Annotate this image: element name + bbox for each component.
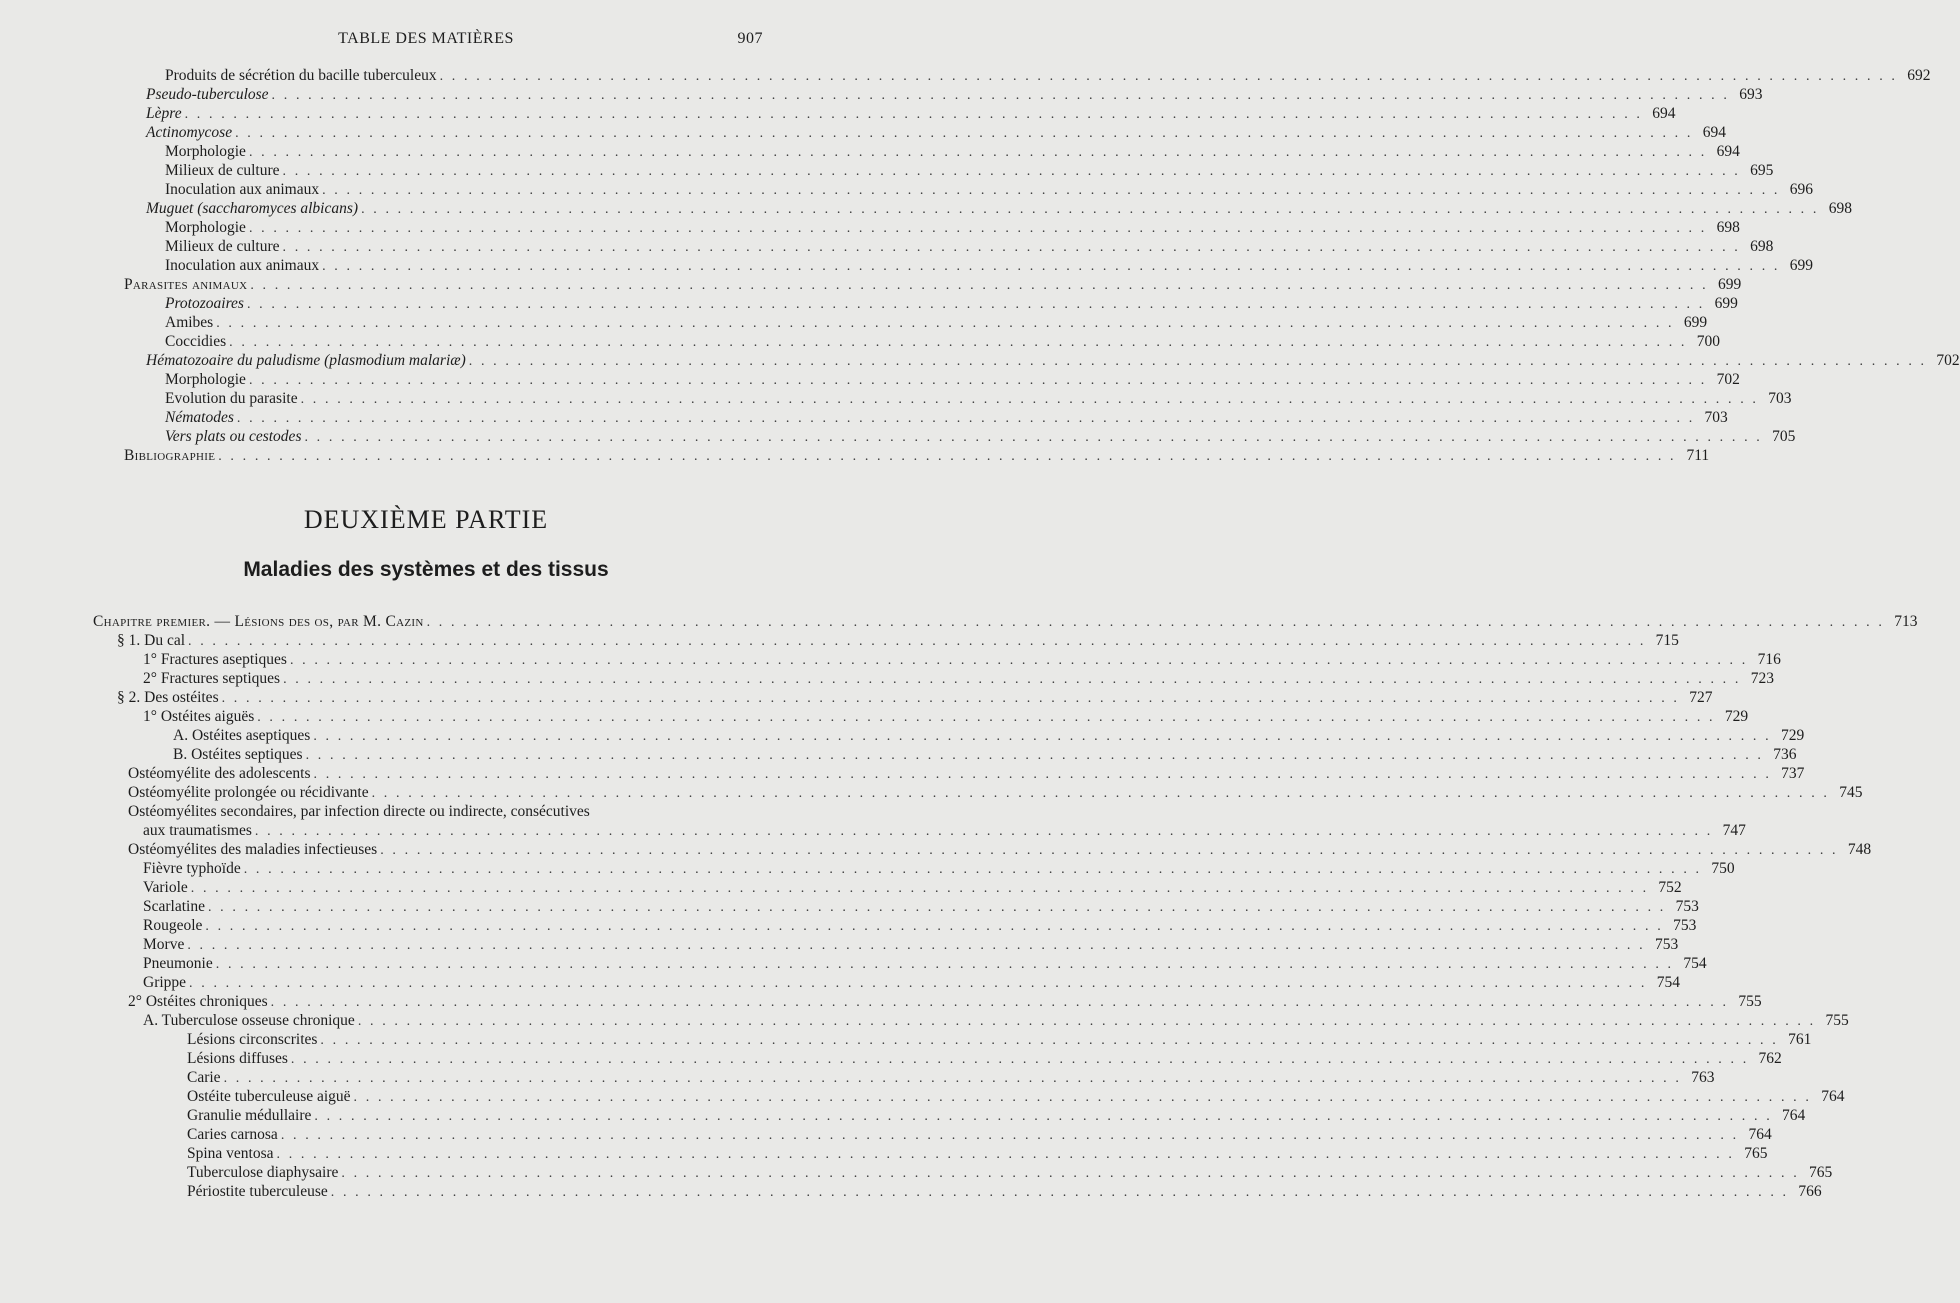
toc-entry-label: Milieux de culture	[165, 238, 280, 255]
toc-entry[interactable]	[117, 688, 1713, 707]
toc-entry-page: 729	[1724, 708, 1749, 725]
toc-entry-label: Milieux de culture	[165, 162, 280, 179]
toc-entry-label: Pseudo-tuberculose	[146, 86, 269, 103]
dot-leader: . . . . . . . . . . . . . . . . . . . . . . . . . . . . . . . . . . . . . . . . . . . . . . . . . . . . . . . . . . . . . . . . . . . . . . . . . . . . . . . . . . . . . . . . . . . . . . . . . . . . . . . . . . . . . . . . . . . . . . . .	[243, 862, 1702, 877]
toc-entry[interactable]	[187, 1182, 1822, 1201]
toc-entry[interactable]	[165, 332, 1721, 351]
toc-entry-label: § 1. Du cal	[117, 632, 186, 649]
dot-leader: . . . . . . . . . . . . . . . . . . . . . . . . . . . . . . . . . . . . . . . . . . . . . . . . . . . . . . . . . . . . . . . . . . . . . . . . . . . . . . . . . . . . . . . . . . . . . . . . . . . . . . . . . . . . . . . . . . . . . . . .	[215, 957, 1674, 972]
toc-entry-label: Ostéomyélite prolongée ou récidivante	[128, 784, 369, 801]
toc-entry[interactable]	[146, 123, 1726, 142]
toc-entry-label: Lésions diffuses	[187, 1050, 288, 1067]
toc-entry-label: Evolution du parasite	[165, 390, 298, 407]
toc-entry-page: 695	[1750, 162, 1774, 179]
toc-entry[interactable]	[165, 408, 1728, 427]
toc-entry-page: 755	[1738, 993, 1762, 1010]
toc-entry-page: 700	[1696, 333, 1721, 350]
toc-entry[interactable]	[165, 370, 1740, 389]
toc-entry-label: 2° Fractures septiques	[143, 670, 281, 687]
toc-entry-page: 703	[1704, 409, 1728, 426]
toc-entry[interactable]	[165, 180, 1813, 199]
toc-entry[interactable]	[143, 935, 1679, 954]
toc-entry-page: 765	[1809, 1164, 1833, 1181]
dot-leader: . . . . . . . . . . . . . . . . . . . . . . . . . . . . . . . . . . . . . . . . . . . . . . . . . . . . . . . . . . . . . . . . . . . . . . . . . . . . . . . . . . . . . . . . . . . . . . . . . . . . . . . . . . . . . . . . . . . . . . . .	[223, 1071, 1682, 1086]
toc-entry-label: Granulie médullaire	[187, 1107, 312, 1124]
toc-entry-label: Variole	[143, 879, 188, 896]
dot-leader: . . . . . . . . . . . . . . . . . . . . . . . . . . . . . . . . . . . . . . . . . . . . . . . . . . . . . . . . . . . . . . . . . . . . . . . . . . . . . . . . . . . . . . . . . . . . . . . . . . . . . . . . . . . . . . . . . . . . . . . .	[189, 976, 1647, 991]
toc-entry-page: 764	[1821, 1088, 1845, 1105]
toc-entry-label: Tuberculose diaphysaire	[187, 1164, 339, 1181]
dot-leader: . . . . . . . . . . . . . . . . . . . . . . . . . . . . . . . . . . . . . . . . . . . . . . . . . . . . . . . . . . . . . . . . . . . . . . . . . . . . . . . . . . . . . . . . . . . . . . . . . . . . . . . . . . . . . . . . . . . . . . . .	[248, 145, 1707, 160]
dot-leader: . . . . . . . . . . . . . . . . . . . . . . . . . . . . . . . . . . . . . . . . . . . . . . . . . . . . . . . . . . . . . . . . . . . . . . . . . . . . . . . . . . . . . . . . . . . . . . . . . . . . . . . . . . . . . . . . . . . . . . . .	[290, 1052, 1749, 1067]
toc-entry-label: 1° Fractures aseptiques	[143, 651, 287, 668]
toc-entry-label: Scarlatine	[143, 898, 205, 915]
toc-entry[interactable]	[165, 161, 1774, 180]
toc-entry-label: Rougeole	[143, 917, 203, 934]
toc-entry[interactable]	[143, 650, 1781, 669]
dot-leader: . . . . . . . . . . . . . . . . . . . . . . . . . . . . . . . . . . . . . . . . . . . . . . . . . . . . . . . . . . . . . . . . . . . . . . . . . . . . . . . . . . . . . . . . . . . . . . . . . . . . . . . . . . . . . . . . . . . . . . . .	[280, 1128, 1739, 1143]
dot-leader: . . . . . . . . . . . . . . . . . . . . . . . . . . . . . . . . . . . . . . . . . . . . . . . . . . . . . . . . . . . . . . . . . . . . . . . . . . . . . . . . . . . . . . . . . . . . . . . . . . . . . . . . . . . . . . . . . . . . . . . .	[205, 919, 1664, 934]
toc-entry[interactable]	[187, 1144, 1768, 1163]
toc-entry-label: A. Tuberculose osseuse chronique	[143, 1012, 355, 1029]
toc-entry[interactable]	[187, 1049, 1782, 1068]
toc-entry-page: 699	[1683, 314, 1708, 331]
toc-entry[interactable]	[187, 1125, 1772, 1144]
toc-entry-label: Périostite tuberculeuse	[187, 1183, 328, 1200]
toc-entry[interactable]	[146, 199, 1852, 218]
toc-entry-label: Morve	[143, 936, 185, 953]
toc-entry[interactable]	[165, 256, 1813, 275]
toc-entry-page: 753	[1675, 898, 1699, 915]
toc-entry[interactable]	[165, 66, 1931, 85]
toc-entry-label: Morphologie	[165, 143, 246, 160]
toc-entry-page: 753	[1673, 917, 1697, 934]
toc-entry-label: B. Ostéites septiques	[173, 746, 303, 763]
toc-entry[interactable]	[165, 313, 1708, 332]
toc-entry[interactable]	[128, 783, 1863, 802]
toc-entry[interactable]	[143, 973, 1680, 992]
toc-entry-label: Ostéomyélites des maladies infectieuses	[128, 841, 378, 858]
toc-entry-page: 696	[1789, 181, 1813, 198]
toc-entry[interactable]	[187, 1068, 1715, 1087]
toc-entry-page: 711	[1686, 447, 1710, 464]
toc-entry-page: 762	[1758, 1050, 1782, 1067]
dot-leader: . . . . . . . . . . . . . . . . . . . . . . . . . . . . . . . . . . . . . . . . . . . . . . . . . . . . . . . . . . . . . . . . . . . . . . . . . . . . . . . . . . . . . . . . . . . . . . . . . . . . . . . . . . . . . . . . . . . . . . . .	[229, 335, 1688, 350]
dot-leader: . . . . . . . . . . . . . . . . . . . . . . . . . . . . . . . . . . . . . . . . . . . . . . . . . . . . . . . . . . . . . . . . . . . . . . . . . . . . . . . . . . . . . . . . . . . . . . . . . . . . . . . . . . . . . . . . . . . . . . . .	[187, 938, 1646, 953]
toc-entry[interactable]	[165, 218, 1740, 237]
toc-entry-page: 713	[1894, 613, 1918, 630]
toc-entry-page: 699	[1717, 276, 1742, 293]
toc-entry-label: Protozoaires	[165, 295, 244, 312]
toc-entry-label: aux traumatismes	[143, 822, 252, 839]
toc-entry[interactable]	[146, 351, 1960, 370]
toc-entry-label: Ostéite tuberculeuse aiguë	[187, 1088, 351, 1105]
dot-leader: . . . . . . . . . . . . . . . . . . . . . . . . . . . . . . . . . . . . . . . . . . . . . . . . . . . . . . . . . . . . . . . . . . . . . . . . . . . . . . . . . . . . . . . . . . . . . . . . . . . . . . . . . . . . . . . . . . . . . . . .	[322, 183, 1780, 198]
toc-entry[interactable]	[173, 726, 1805, 745]
dot-leader: . . . . . . . . . . . . . . . . . . . . . . . . . . . . . . . . . . . . . . . . . . . . . . . . . . . . . . . . . . . . . . . . . . . . . . . . . . . . . . . . . . . . . . . . . . . . . . . . . . . . . . . . . . . . . . . . . . . . . . . .	[221, 691, 1680, 706]
toc-entry-page: 694	[1652, 105, 1676, 122]
toc-entry-label: Coccidies	[165, 333, 227, 350]
toc-entry-label: Morphologie	[165, 219, 246, 236]
toc-entry-page: 755	[1825, 1012, 1849, 1029]
toc-entry[interactable]	[187, 1106, 1806, 1125]
toc-entry-page: 698	[1716, 219, 1740, 236]
dot-leader: . . . . . . . . . . . . . . . . . . . . . . . . . . . . . . . . . . . . . . . . . . . . . . . . . . . . . . . . . . . . . . . . . . . . . . . . . . . . . . . . . . . . . . . . . . . . . . . . . . . . . . . . . . . . . . . . . . . . . . . .	[270, 995, 1729, 1010]
toc-entry-label: Inoculation aux animaux	[165, 257, 320, 274]
toc-entry-page: 766	[1798, 1183, 1822, 1200]
toc-entry-label: Nématodes	[165, 409, 234, 426]
toc-entry-page: 723	[1750, 670, 1774, 687]
toc-entry-page: 745	[1839, 784, 1863, 801]
dot-leader: . . . . . . . . . . . . . . . . . . . . . . . . . . . . . . . . . . . . . . . . . . . . . . . . . . . . . . . . . . . . . . . . . . . . . . . . . . . . . . . . . . . . . . . . . . . . . . . . . . . . . . . . . . . . . . . . . . . . . . . .	[276, 1147, 1735, 1162]
toc-entry-label: Carie	[187, 1069, 221, 1086]
toc-entry[interactable]	[187, 1163, 1833, 1182]
toc-entry-label: Lésions circonscrites	[187, 1031, 318, 1048]
toc-entry-label: Caries carnosa	[187, 1126, 278, 1143]
dot-leader: . . . . . . . . . . . . . . . . . . . . . . . . . . . . . . . . . . . . . . . . . . . . . . . . . . . . . . . . . . . . . . . . . . . . . . . . . . . . . . . . . . . . . . . . . . . . . . . . . . . . . . . . . . . . . . . . . . . . . . . .	[235, 126, 1693, 141]
toc-entry[interactable]	[165, 294, 1738, 313]
toc-entry-page: 705	[1772, 428, 1796, 445]
dot-leader: . . . . . . . . . . . . . . . . . . . . . . . . . . . . . . . . . . . . . . . . . . . . . . . . . . . . . . . . . . . . . . . . . . . . . . . . . . . . . . . . . . . . . . . . . . . . . . . . . . . . . . . . . . . . . . . . . . . . . . . .	[468, 354, 1927, 369]
toc-entry[interactable]	[124, 446, 1710, 465]
toc-entry-page: 716	[1757, 651, 1781, 668]
toc-entry-page: 750	[1711, 860, 1735, 877]
dot-leader: . . . . . . . . . . . . . . . . . . . . . . . . . . . . . . . . . . . . . . . . . . . . . . . . . . . . . . . . . . . . . . . . . . . . . . . . . . . . . . . . . . . . . . . . . . . . . . . . . . . . . . . . . . . . . . . . . . . . . . . .	[282, 164, 1741, 179]
toc-entry[interactable]	[128, 992, 1762, 1011]
toc-entry-label: Grippe	[143, 974, 187, 991]
toc-entry[interactable]	[146, 85, 1763, 104]
toc-entry-label: Vers plats ou cestodes	[165, 428, 302, 445]
dot-leader: . . . . . . . . . . . . . . . . . . . . . . . . . . . . . . . . . . . . . . . . . . . . . . . . . . . . . . . . . . . . . . . . . . . . . . . . . . . . . . . . . . . . . . . . . . . . . . . . . . . . . . . . . . . . . . . . . . . . . . . .	[190, 881, 1649, 896]
toc-entry-page: 764	[1782, 1107, 1806, 1124]
toc-entry-label: Bibliographie	[124, 447, 216, 464]
toc-entry[interactable]	[143, 669, 1774, 688]
dot-leader: . . . . . . . . . . . . . . . . . . . . . . . . . . . . . . . . . . . . . . . . . . . . . . . . . . . . . . . . . . . . . . . . . . . . . . . . . . . . . . . . . . . . . . . . . . . . . . . . . . . . . . . . . . . . . . . . . . . . . . . .	[257, 710, 1716, 725]
toc-entry-page: 765	[1744, 1145, 1768, 1162]
toc-entry-label: Ostéomyélites secondaires, par infection directe ou indirecte, consécutives	[128, 803, 590, 820]
toc-entry[interactable]	[143, 1011, 1849, 1030]
toc-entry[interactable]	[173, 745, 1797, 764]
dot-leader: . . . . . . . . . . . . . . . . . . . . . . . . . . . . . . . . . . . . . . . . . . . . . . . . . . . . . . . . . . . . . . . . . . . . . . . . . . . . . . . . . . . . . . . . . . . . . . . . . . . . . . . . . . . . . . . . . . . . . . . .	[439, 69, 1898, 84]
toc-entry-page: 698	[1750, 238, 1774, 255]
toc-entry-page: 727	[1689, 689, 1713, 706]
toc-entry[interactable]	[143, 707, 1749, 726]
dot-leader: . . . . . . . . . . . . . . . . . . . . . . . . . . . . . . . . . . . . . . . . . . . . . . . . . . . . . . . . . . . . . . . . . . . . . . . . . . . . . . . . . . . . . . . . . . . . . . . . . . . . . . . . . . . . . . . . . . . . . . . .	[304, 430, 1763, 445]
dot-leader: . . . . . . . . . . . . . . . . . . . . . . . . . . . . . . . . . . . . . . . . . . . . . . . . . . . . . . . . . . . . . . . . . . . . . . . . . . . . . . . . . . . . . . . . . . . . . . . . . . . . . . . . . . . . . . . . . . . . . . . .	[313, 729, 1772, 744]
toc-entry[interactable]	[143, 878, 1682, 897]
dot-leader: . . . . . . . . . . . . . . . . . . . . . . . . . . . . . . . . . . . . . . . . . . . . . . . . . . . . . . . . . . . . . . . . . . . . . . . . . . . . . . . . . . . . . . . . . . . . . . . . . . . . . . . . . . . . . . . . . . . . . . . .	[248, 221, 1707, 236]
toc-entry-page: 702	[1936, 352, 1960, 369]
dot-leader: . . . . . . . . . . . . . . . . . . . . . . . . . . . . . . . . . . . . . . . . . . . . . . . . . . . . . . . . . . . . . . . . . . . . . . . . . . . . . . . . . . . . . . . . . . . . . . . . . . . . . . . . . . . . . . . . . . . . . . . .	[207, 900, 1666, 915]
toc-entry-label: Fièvre typhoïde	[143, 860, 241, 877]
toc-entry[interactable]	[165, 427, 1796, 446]
toc-entry-label: 2° Ostéites chroniques	[128, 993, 268, 1010]
toc-entry[interactable]	[146, 104, 1676, 123]
part-subtitle: Maladies des systèmes et des tissus	[243, 558, 609, 581]
toc-entry-label: Inoculation aux animaux	[165, 181, 320, 198]
dot-leader: . . . . . . . . . . . . . . . . . . . . . . . . . . . . . . . . . . . . . . . . . . . . . . . . . . . . . . . . . . . . . . . . . . . . . . . . . . . . . . . . . . . . . . . . . . . . . . . . . . . . . . . . . . . . . . . . . . . . . . . .	[250, 278, 1709, 293]
toc-entry[interactable]	[187, 1030, 1812, 1049]
toc-entry[interactable]	[165, 237, 1774, 256]
toc-entry-page: 693	[1739, 86, 1763, 103]
dot-leader: . . . . . . . . . . . . . . . . . . . . . . . . . . . . . . . . . . . . . . . . . . . . . . . . . . . . . . . . . . . . . . . . . . . . . . . . . . . . . . . . . . . . . . . . . . . . . . . . . . . . . . . . . . . . . . . . . . . . . . . .	[254, 824, 1713, 839]
toc-entry-page: 702	[1716, 371, 1740, 388]
dot-leader: . . . . . . . . . . . . . . . . . . . . . . . . . . . . . . . . . . . . . . . . . . . . . . . . . . . . . . . . . . . . . . . . . . . . . . . . . . . . . . . . . . . . . . . . . . . . . . . . . . . . . . . . . . . . . . . . . . . . . . . .	[341, 1166, 1800, 1181]
toc-entry-label: § 2. Des ostéites	[117, 689, 219, 706]
toc-entry-page: 703	[1768, 390, 1792, 407]
dot-leader: . . . . . . . . . . . . . . . . . . . . . . . . . . . . . . . . . . . . . . . . . . . . . . . . . . . . . . . . . . . . . . . . . . . . . . . . . . . . . . . . . . . . . . . . . . . . . . . . . . . . . . . . . . . . . . . . . . . . . . . .	[305, 748, 1764, 763]
toc-entry-page: 698	[1828, 200, 1852, 217]
toc-entry[interactable]	[93, 612, 1918, 631]
toc-entry[interactable]	[165, 142, 1740, 161]
dot-leader: . . . . . . . . . . . . . . . . . . . . . . . . . . . . . . . . . . . . . . . . . . . . . . . . . . . . . . . . . . . . . . . . . . . . . . . . . . . . . . . . . . . . . . . . . . . . . . . . . . . . . . . . . . . . . . . . . . . . . . . .	[300, 392, 1759, 407]
dot-leader: . . . . . . . . . . . . . . . . . . . . . . . . . . . . . . . . . . . . . . . . . . . . . . . . . . . . . . . . . . . . . . . . . . . . . . . . . . . . . . . . . . . . . . . . . . . . . . . . . . . . . . . . . . . . . . . . . . . . . . . .	[322, 259, 1780, 274]
dot-leader: . . . . . . . . . . . . . . . . . . . . . . . . . . . . . . . . . . . . . . . . . . . . . . . . . . . . . . . . . . . . . . . . . . . . . . . . . . . . . . . . . . . . . . . . . . . . . . . . . . . . . . . . . . . . . . . . . . . . . . . .	[188, 634, 1646, 649]
toc-entry[interactable]	[143, 859, 1735, 878]
dot-leader: . . . . . . . . . . . . . . . . . . . . . . . . . . . . . . . . . . . . . . . . . . . . . . . . . . . . . . . . . . . . . . . . . . . . . . . . . . . . . . . . . . . . . . . . . . . . . . . . . . . . . . . . . . . . . . . . . . . . . . . .	[282, 240, 1741, 255]
dot-leader: . . . . . . . . . . . . . . . . . . . . . . . . . . . . . . . . . . . . . . . . . . . . . . . . . . . . . . . . . . . . . . . . . . . . . . . . . . . . . . . . . . . . . . . . . . . . . . . . . . . . . . . . . . . . . . . . . . . . . . . .	[246, 297, 1705, 312]
toc-entry[interactable]	[143, 821, 1746, 840]
dot-leader: . . . . . . . . . . . . . . . . . . . . . . . . . . . . . . . . . . . . . . . . . . . . . . . . . . . . . . . . . . . . . . . . . . . . . . . . . . . . . . . . . . . . . . . . . . . . . . . . . . . . . . . . . . . . . . . . . . . . . . . .	[320, 1033, 1779, 1048]
toc-entry-label: A. Ostéites aseptiques	[173, 727, 311, 744]
toc-entry[interactable]	[143, 897, 1699, 916]
toc-entry-page: 694	[1716, 143, 1740, 160]
toc-entry-page: 753	[1654, 936, 1679, 953]
dot-leader: . . . . . . . . . . . . . . . . . . . . . . . . . . . . . . . . . . . . . . . . . . . . . . . . . . . . . . . . . . . . . . . . . . . . . . . . . . . . . . . . . . . . . . . . . . . . . . . . . . . . . . . . . . . . . . . . . . . . . . . .	[353, 1090, 1812, 1105]
dot-leader: . . . . . . . . . . . . . . . . . . . . . . . . . . . . . . . . . . . . . . . . . . . . . . . . . . . . . . . . . . . . . . . . . . . . . . . . . . . . . . . . . . . . . . . . . . . . . . . . . . . . . . . . . . . . . . . . . . . . . . . .	[371, 786, 1830, 801]
toc-entry-page: 761	[1788, 1031, 1812, 1048]
toc-entry[interactable]	[128, 764, 1805, 783]
dot-leader: . . . . . . . . . . . . . . . . . . . . . . . . . . . . . . . . . . . . . . . . . . . . . . . . . . . . . . . . . . . . . . . . . . . . . . . . . . . . . . . . . . . . . . . . . . . . . . . . . . . . . . . . . . . . . . . . . . . . . . . .	[330, 1185, 1789, 1200]
dot-leader: . . . . . . . . . . . . . . . . . . . . . . . . . . . . . . . . . . . . . . . . . . . . . . . . . . . . . . . . . . . . . . . . . . . . . . . . . . . . . . . . . . . . . . . . . . . . . . . . . . . . . . . . . . . . . . . . . . . . . . . .	[184, 107, 1643, 122]
toc-entry-label: Amibes	[165, 314, 214, 331]
toc-entry-page: 764	[1748, 1126, 1772, 1143]
dot-leader: . . . . . . . . . . . . . . . . . . . . . . . . . . . . . . . . . . . . . . . . . . . . . . . . . . . . . . . . . . . . . . . . . . . . . . . . . . . . . . . . . . . . . . . . . . . . . . . . . . . . . . . . . . . . . . . . . . . . . . . .	[248, 373, 1707, 388]
toc-entry-page: 752	[1658, 879, 1682, 896]
dot-leader: . . . . . . . . . . . . . . . . . . . . . . . . . . . . . . . . . . . . . . . . . . . . . . . . . . . . . . . . . . . . . . . . . . . . . . . . . . . . . . . . . . . . . . . . . . . . . . . . . . . . . . . . . . . . . . . . . . . . . . . .	[289, 653, 1748, 668]
toc-entry[interactable]	[117, 631, 1679, 650]
dot-leader: . . . . . . . . . . . . . . . . . . . . . . . . . . . . . . . . . . . . . . . . . . . . . . . . . . . . . . . . . . . . . . . . . . . . . . . . . . . . . . . . . . . . . . . . . . . . . . . . . . . . . . . . . . . . . . . . . . . . . . . .	[380, 843, 1839, 858]
dot-leader: . . . . . . . . . . . . . . . . . . . . . . . . . . . . . . . . . . . . . . . . . . . . . . . . . . . . . . . . . . . . . . . . . . . . . . . . . . . . . . . . . . . . . . . . . . . . . . . . . . . . . . . . . . . . . . . . . . . . . . . .	[313, 767, 1772, 782]
dot-leader: . . . . . . . . . . . . . . . . . . . . . . . . . . . . . . . . . . . . . . . . . . . . . . . . . . . . . . . . . . . . . . . . . . . . . . . . . . . . . . . . . . . . . . . . . . . . . . . . . . . . . . . . . . . . . . . . . . . . . . . .	[357, 1014, 1816, 1029]
dot-leader: . . . . . . . . . . . . . . . . . . . . . . . . . . . . . . . . . . . . . . . . . . . . . . . . . . . . . . . . . . . . . . . . . . . . . . . . . . . . . . . . . . . . . . . . . . . . . . . . . . . . . . . . . . . . . . . . . . . . . . . .	[426, 615, 1885, 630]
toc-entry-label: Produits de sécrétion du bacille tuberculeux	[165, 67, 437, 84]
page-number: 907	[737, 30, 763, 47]
toc-entry-label: Hématozoaire du paludisme (plasmodium malariæ)	[146, 352, 466, 369]
dot-leader: . . . . . . . . . . . . . . . . . . . . . . . . . . . . . . . . . . . . . . . . . . . . . . . . . . . . . . . . . . . . . . . . . . . . . . . . . . . . . . . . . . . . . . . . . . . . . . . . . . . . . . . . . . . . . . . . . . . . . . . .	[271, 88, 1730, 103]
running-title: TABLE DES MATIÈRES	[338, 30, 514, 47]
toc-entry-page: 694	[1702, 124, 1726, 141]
toc-entry[interactable]	[143, 954, 1707, 973]
dot-leader: . . . . . . . . . . . . . . . . . . . . . . . . . . . . . . . . . . . . . . . . . . . . . . . . . . . . . . . . . . . . . . . . . . . . . . . . . . . . . . . . . . . . . . . . . . . . . . . . . . . . . . . . . . . . . . . . . . . . . . . .	[218, 449, 1677, 464]
toc-entry-label: 1° Ostéites aiguës	[143, 708, 255, 725]
toc-entry-label: Ostéomyélite des adolescents	[128, 765, 311, 782]
toc-entry-page: 737	[1781, 765, 1805, 782]
toc-entry[interactable]	[124, 275, 1742, 294]
toc-entry-page: 692	[1907, 67, 1931, 84]
toc-entry-label: Muguet (saccharomyces albicans)	[146, 200, 359, 217]
toc-entry[interactable]	[143, 916, 1697, 935]
toc-entry-page: 699	[1789, 257, 1813, 274]
toc-entry-label: Spina ventosa	[187, 1145, 274, 1162]
dot-leader: . . . . . . . . . . . . . . . . . . . . . . . . . . . . . . . . . . . . . . . . . . . . . . . . . . . . . . . . . . . . . . . . . . . . . . . . . . . . . . . . . . . . . . . . . . . . . . . . . . . . . . . . . . . . . . . . . . . . . . . .	[236, 411, 1695, 426]
toc-entry-page: 754	[1683, 955, 1707, 972]
dot-leader: . . . . . . . . . . . . . . . . . . . . . . . . . . . . . . . . . . . . . . . . . . . . . . . . . . . . . . . . . . . . . . . . . . . . . . . . . . . . . . . . . . . . . . . . . . . . . . . . . . . . . . . . . . . . . . . . . . . . . . . .	[216, 316, 1675, 331]
toc-entry-page: 754	[1656, 974, 1680, 991]
toc-entry-page: 748	[1847, 841, 1872, 858]
toc-entry-page: 729	[1780, 727, 1805, 744]
toc-entry-page: 715	[1655, 632, 1679, 649]
dot-leader: . . . . . . . . . . . . . . . . . . . . . . . . . . . . . . . . . . . . . . . . . . . . . . . . . . . . . . . . . . . . . . . . . . . . . . . . . . . . . . . . . . . . . . . . . . . . . . . . . . . . . . . . . . . . . . . . . . . . . . . .	[314, 1109, 1773, 1124]
toc-entry-page: 763	[1691, 1069, 1715, 1086]
toc-entry[interactable]	[187, 1087, 1845, 1106]
toc-entry[interactable]	[165, 389, 1792, 408]
toc-entry-label: Actinomycose	[146, 124, 233, 141]
toc-entry[interactable]	[128, 840, 1872, 859]
toc-entry-page: 736	[1773, 746, 1797, 763]
toc-entry-label: Pneumonie	[143, 955, 213, 972]
dot-leader: . . . . . . . . . . . . . . . . . . . . . . . . . . . . . . . . . . . . . . . . . . . . . . . . . . . . . . . . . . . . . . . . . . . . . . . . . . . . . . . . . . . . . . . . . . . . . . . . . . . . . . . . . . . . . . . . . . . . . . . .	[283, 672, 1741, 687]
toc-entry-label: Morphologie	[165, 371, 246, 388]
toc-entry-label: Chapitre premier. — Lésions des os, par M. Cazin	[93, 613, 424, 630]
dot-leader: . . . . . . . . . . . . . . . . . . . . . . . . . . . . . . . . . . . . . . . . . . . . . . . . . . . . . . . . . . . . . . . . . . . . . . . . . . . . . . . . . . . . . . . . . . . . . . . . . . . . . . . . . . . . . . . . . . . . . . . .	[361, 202, 1819, 217]
toc-entry-page: 747	[1722, 822, 1746, 839]
toc-entry-label: Lèpre	[146, 105, 182, 122]
toc-entry-label: Parasites animaux	[124, 276, 248, 293]
toc-entry-page: 699	[1714, 295, 1738, 312]
part-title: DEUXIÈME PARTIE	[303, 505, 549, 534]
